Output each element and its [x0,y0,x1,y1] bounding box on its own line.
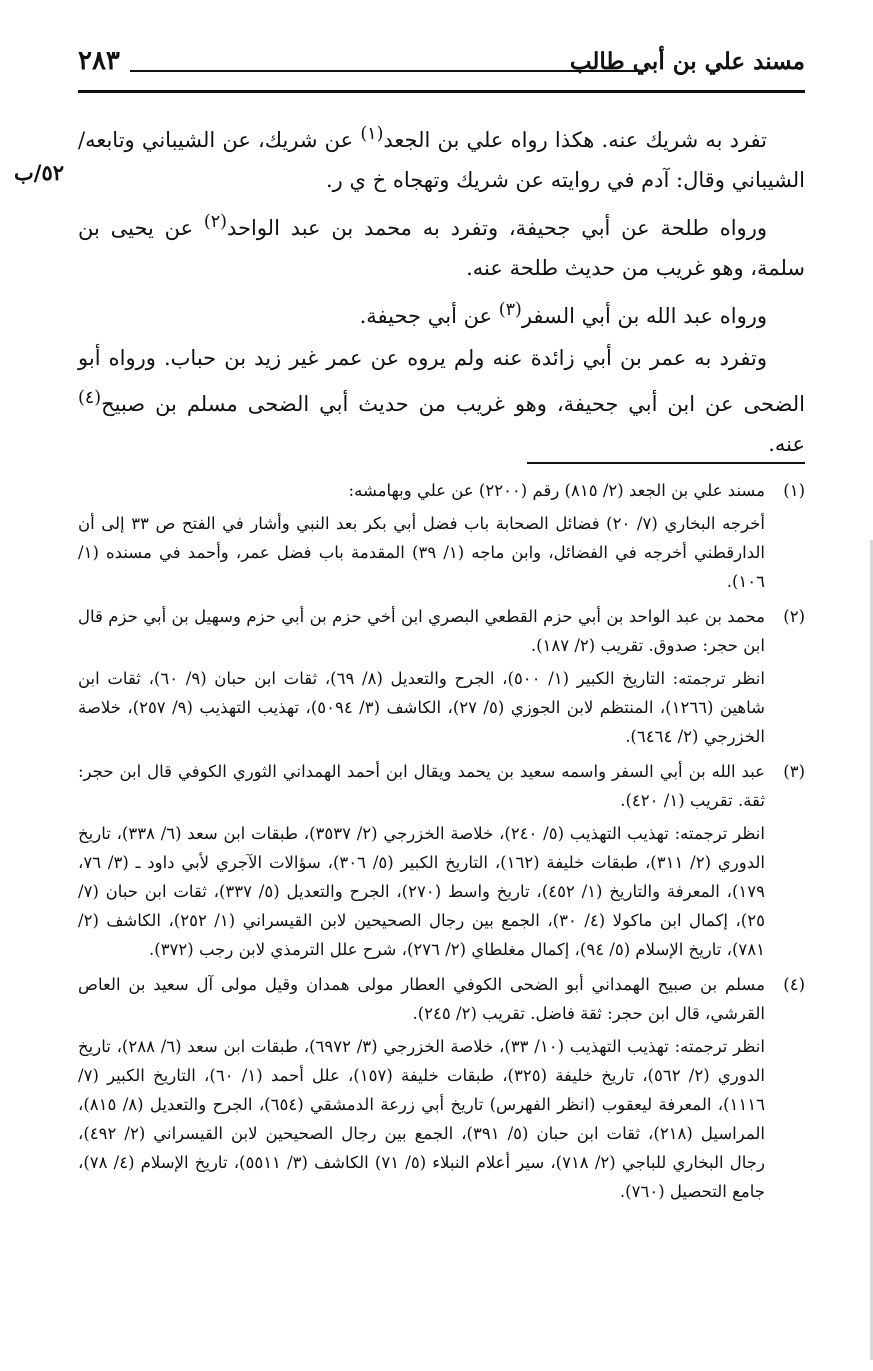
footnotes [78,476,805,1212]
footnote-number: (٢) [783,607,805,626]
paragraph-text: وتفرد به عمر بن أبي زائدة عنه ولم يروه عن عمر غير زيد بن حباب. ورواه أبو الضحى عن ابن أبي جحيفة، وهو غريب من حديث أبي الضحى مسلم بن صبيح [78,346,805,416]
footnote [78,476,805,596]
footnote-separator [527,462,805,464]
paragraph-text: عن أبي جحيفة. [359,304,499,328]
footnote-references: انظر ترجمته: تهذيب التهذيب (١٠/ ٣٣)، خلاصة الخزرجي (٣/ ٦٩٧٢)، طبقات ابن سعد (٦/ ٢٨٨)، تاريخ الدوري (٢/ ٥٦٢)، تاريخ خليفة (٣٢٥)، طبقات خليفة (١٥٧)، علل أحمد (١/ ٦٠)، التاريخ الكبير (٧/ ١١١٦)، المعرفة ليعقوب (انظر الفهرس) تاريخ أبي زرعة الدمشقي (٦٥٤)، الجرح والتعديل (٨/ ٨١٥)، المراسيل (٢١٨)، ثقات ابن حبان (٥/ ٣٩١)، الجمع بين رجال الصحيحين لابن القيسراني (٢/ ٤٩٢)، رجال البخاري للباجي (٢/ ٧١٨)، سير أعلام النبلاء (٥/ ٧١) الكاشف (٣/ ٥٥١١)، تاريخ الإسلام (٤/ ٧٨)، جامع التحصيل (٧٦٠). [78,1037,765,1201]
footnote-text: مسلم بن صبيح الهمداني أبو الضحى الكوفي العطار مولى همدان وقيل مولى آل سعيد بن العاص القرشي، قال ابن حجر: ثقة فاضل. تقريب (٢/ ٢٤٥). [78,975,765,1023]
page-number: ٢٨٣ [78,46,120,76]
paragraph-text: تفرد به شريك عنه. هكذا رواه علي بن الجعد [383,128,767,152]
paragraph [78,338,805,464]
footnote-number: (٤) [783,975,805,994]
footnote [78,602,805,751]
footnote-ref: (١) [360,124,384,144]
header-rule [78,90,805,93]
main-text [78,114,805,466]
footnote-ref: (٤) [78,388,102,408]
paragraph-text: ورواه عبد الله بن أبي السفر [521,304,767,328]
paragraph-text: عن يحيى بن سلمة، وهو غريب من حديث طلحة عنه. [78,216,805,280]
footnote-number: (٣) [783,762,805,781]
footnote-references: أخرجه البخاري (٧/ ٢٠) فضائل الصحابة باب فضل أبي بكر بعد النبي وأشار في الفتح ص ٣٣ إلى أن الدارقطني أخرجه في الفضائل، وابن ماجه (١/ ٣٩) المقدمة باب فضل عمر، وأحمد في مسنده (١/ ١٠٦). [78,514,765,591]
footnote-references: انظر ترجمته: التاريخ الكبير (١/ ٥٠٠)، الجرح والتعديل (٨/ ٦٩)، ثقات ابن حبان (٩/ ٦٠)، ثقات ابن شاهين (١٢٦٦)، المنتظم لابن الجوزي (٥/ ٢٧)، الكاشف (٣/ ٥٠٩٤)، تهذيب التهذيب (٩/ ٢٥٧)، خلاصة الخزرجي (٢/ ٦٤٦٤). [78,669,765,746]
footnote [78,970,805,1206]
running-title: مسند علي بن أبي طالب [569,48,805,75]
page-header [78,46,805,86]
footnote-number: (١) [783,481,805,500]
footnote-text: محمد بن عبد الواحد بن أبي حزم القطعي البصري ابن أخي حزم بن أبي حزم وسهيل بن أبي حزم قال ابن حجر: صدوق. تقريب (٢/ ١٨٧). [78,607,765,655]
paragraph [78,202,805,288]
paragraph-text: ورواه طلحة عن أبي جحيفة، وتفرد به محمد بن عبد الواحد [226,216,767,240]
footnote-text: عبد الله بن أبي السفر واسمه سعيد بن يحمد ويقال ابن أحمد الهمداني الثوري الكوفي قال ابن حجر: ثقة. تقريب (١/ ٤٢٠). [78,762,765,810]
paragraph [78,114,805,200]
header-leader-line [130,70,640,72]
paragraph-text: عن شريك، عن الشيباني وتابعه/الشيباني وقال: آدم في روايته عن شريك وتهجاه خ ي ر. [78,128,805,192]
margin-folio-note: ٥٢/ب [14,160,65,185]
footnote-references: انظر ترجمته: تهذيب التهذيب (٥/ ٢٤٠)، خلاصة الخزرجي (٢/ ٣٥٣٧)، طبقات ابن سعد (٦/ ٣٣٨)، تاريخ الدوري (٢/ ٣١١)، طبقات خليفة (١٦٢)، التاريخ الكبير (٥/ ٣٠٦)، سؤالات الآجري لأبي داود ـ (٣/ ٧٦، ١٧٩)، المعرفة والتاريخ (١/ ٤٥٢)، تاريخ واسط (٢٧٠)، الجرح والتعديل (٥/ ٣٣٧)، ثقات ابن حبان (٧/ ٢٥)، إكمال ابن ماكولا (٤/ ٣٠)، الجمع بين رجال الصحيحين لابن القيسراني (١/ ٢٥٢)، الكاشف (٢/ ٧٨١)، تاريخ الإسلام (٥/ ٩٤)، إكمال مغلطاي (٢/ ٢٧٦)، شرح علل الترمذي لابن رجب (٣٧٢). [78,824,765,959]
paragraph [78,290,805,336]
footnote-text: مسند علي بن الجعد (٢/ ٨١٥) رقم (٢٢٠٠) عن علي وبهامشه: [348,481,765,500]
footnote [78,757,805,964]
paragraph-text: عنه. [768,432,805,456]
footnote-ref: (٣) [498,300,522,320]
footnote-ref: (٢) [203,212,227,232]
